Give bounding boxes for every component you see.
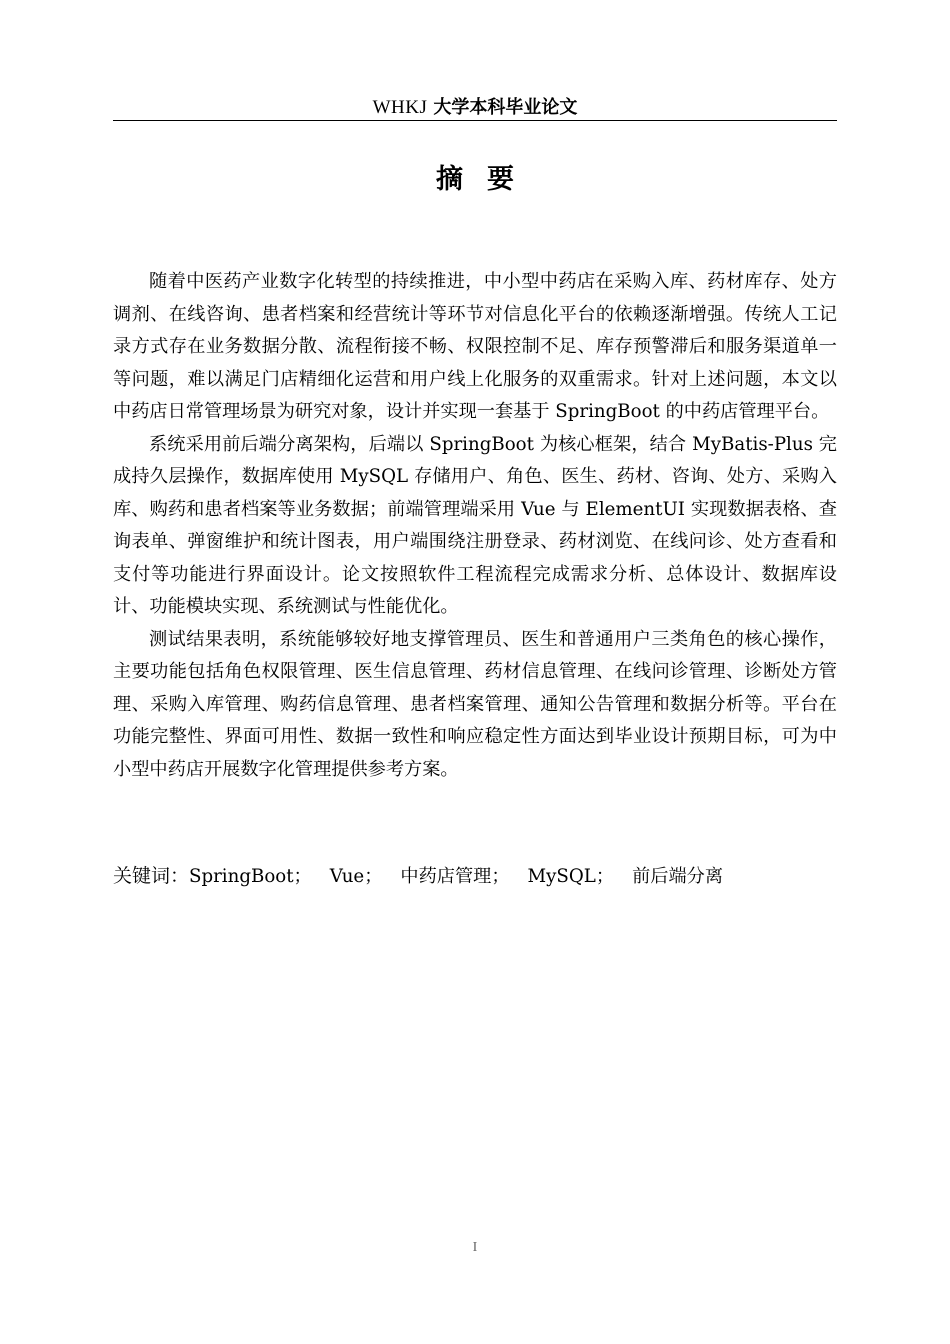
abstract-body — [113, 266, 837, 786]
keyword-item: SpringBoot； — [189, 866, 312, 887]
keyword-item: Vue； — [329, 866, 383, 887]
keyword-item: 前后端分离 — [632, 866, 724, 887]
page-number: I — [472, 1240, 478, 1255]
keywords-line — [113, 860, 837, 893]
abstract-paragraph-3: 测试结果表明，系统能够较好地支撑管理员、医生和普通用户三类角色的核心操作，主要功能包括角色权限管理、医生信息管理、药材信息管理、在线问诊管理、诊断处方管理、采购入库管理、购药信息管理、患者档案管理、通知公告管理和数据分析等。平台在功能完整性、界面可用性、数据一致性和响应稳定性方面达到毕业设计预期目标，可为中小型中药店开展数字化管理提供参考方案。 — [113, 628, 837, 780]
keyword-item: MySQL； — [527, 866, 615, 887]
keywords-label: 关键词： — [113, 865, 190, 887]
abstract-paragraph-1: 随着中医药产业数字化转型的持续推进，中小型中药店在采购入库、药材库存、处方调剂、在线咨询、患者档案和经营统计等环节对信息化平台的依赖逐渐增强。传统人工记录方式存在业务数据分散、流程衔接不畅、权限控制不足、库存预警滞后和服务渠道单一等问题，难以满足门店精细化运营和用户线上化服务的双重需求。针对上述问题，本文以中药店日常管理场景为研究对象，设计并实现一套基于 SpringBoot 的中药店管理平台。 — [113, 271, 837, 422]
keyword-item: 中药店管理； — [400, 866, 510, 887]
abstract-paragraph-2: 系统采用前后端分离架构，后端以 SpringBoot 为核心框架，结合 MyBatis-Plus 完成持久层操作，数据库使用 MySQL 存储用户、角色、医生、药材、咨询、处方、采购入库、购药和患者档案等业务数据；前端管理端采用 Vue 与 ElementUI 实现数据表格、查询表单、弹窗维护和统计图表，用户端围绕注册登录、药材浏览、在线问诊、处方查看和支付等功能进行界面设计。论文按照软件工程流程完成需求分析、总体设计、数据库设计、功能模块实现、系统测试与性能优化。 — [113, 433, 837, 617]
header-brand: WHKJ — [372, 97, 428, 118]
abstract-title: 摘要 — [436, 164, 538, 195]
header-school: 大学本科毕业论文 — [433, 97, 578, 118]
page-header — [113, 94, 837, 121]
